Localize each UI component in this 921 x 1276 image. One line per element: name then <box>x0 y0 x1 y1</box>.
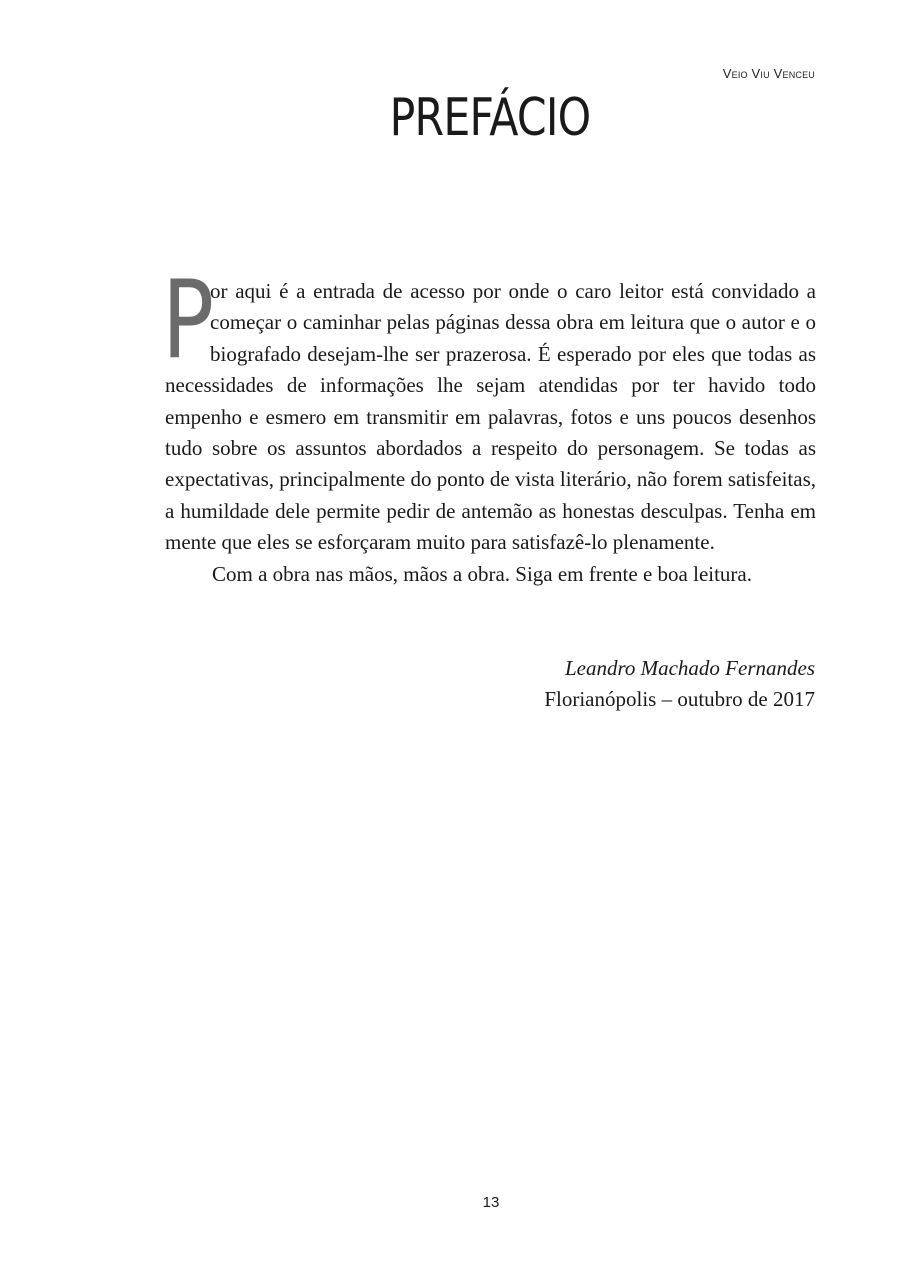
paragraph-2: Com a obra nas mãos, mãos a obra. Siga em frente e boa leitura. <box>212 561 752 586</box>
chapter-title: PREFÁCIO <box>389 88 591 148</box>
signature-block <box>544 653 815 716</box>
drop-cap: P <box>162 258 215 383</box>
signature-author: Leandro Machado Fernandes <box>564 656 815 680</box>
paragraph-1 <box>162 258 816 559</box>
preface-body <box>162 258 816 590</box>
signature-place-date: Florianópolis – outubro de 2017 <box>544 687 815 712</box>
paragraph-1-text: or aqui é a entrada de acesso por onde o caro leitor está convidado a começar o caminhar pelas páginas dessa obra em leitura que o autor e o biografado desejam-lhe ser prazerosa. É esperado por eles que todas as necessidades de informações lhe sejam atendidas por ter havido todo empenho e esmero em transmitir em palavras, fotos e uns poucos desenhos tudo sobre os assuntos abordados a respeito do personagem. Se todas as expectativas, principalmente do ponto de vista literário, não forem satisfeitas, a humildade dele permite pedir de antemão as honestas desculpas. Tenha em mente que eles se esforçaram muito para satisfazê-lo plenamente. <box>165 279 816 555</box>
page-number: 13 <box>482 1194 500 1211</box>
running-header: Veio Viu Venceu <box>722 66 815 81</box>
